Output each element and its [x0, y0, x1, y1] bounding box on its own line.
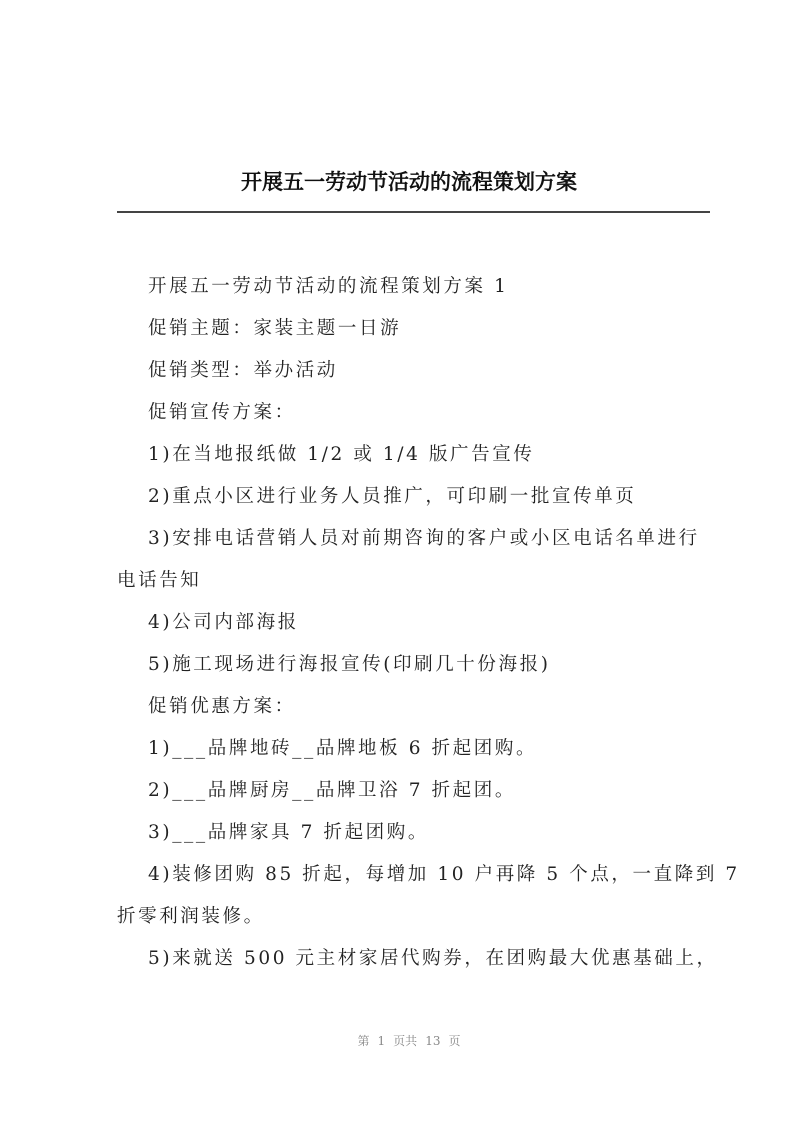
footer-total-pages: 13 [425, 1034, 441, 1048]
paragraph-line: 折零利润装修。 [117, 906, 265, 927]
document-body [117, 272, 740, 986]
paragraph-line: 2)重点小区进行业务人员推广，可印刷一批宣传单页 [148, 486, 637, 507]
paragraph-line: 4)装修团购 85 折起，每增加 10 户再降 5 个点，一直降到 7 [148, 864, 740, 885]
footer-page-number: 1 [377, 1034, 386, 1048]
paragraph-line: 3)___品牌家具 7 折起团购。 [148, 822, 429, 843]
page-footer [0, 1032, 800, 1049]
paragraph-line: 电话告知 [117, 570, 202, 591]
paragraph-line: 促销宣传方案： [148, 402, 296, 423]
footer-middle: 页共 [393, 1034, 418, 1048]
paragraph-line: 3)安排电话营销人员对前期咨询的客户或小区电话名单进行 [148, 528, 700, 549]
paragraph-line: 4)公司内部海报 [148, 612, 299, 633]
paragraph-line: 5)施工现场进行海报宣传(印刷几十份海报) [148, 654, 551, 675]
paragraph-line: 1)在当地报纸做 1/2 或 1/4 版广告宣传 [148, 444, 535, 465]
paragraph-line: 5)来就送 500 元主材家居代购券，在团购最大优惠基础上， [148, 948, 718, 969]
paragraph-line: 促销类型：举办活动 [148, 360, 338, 381]
paragraph-line: 促销优惠方案： [148, 696, 296, 717]
footer-prefix: 第 [357, 1034, 370, 1048]
title-divider [117, 211, 710, 213]
paragraph-line: 促销主题：家装主题一日游 [148, 318, 402, 339]
paragraph-line: 2)___品牌厨房__品牌卫浴 7 折起团。 [148, 780, 516, 801]
footer-suffix: 页 [448, 1034, 461, 1048]
document-title: 开展五一劳动节活动的流程策划方案 [241, 170, 577, 194]
paragraph-line: 开展五一劳动节活动的流程策划方案 1 [148, 276, 509, 297]
paragraph-line: 1)___品牌地砖__品牌地板 6 折起团购。 [148, 738, 538, 759]
